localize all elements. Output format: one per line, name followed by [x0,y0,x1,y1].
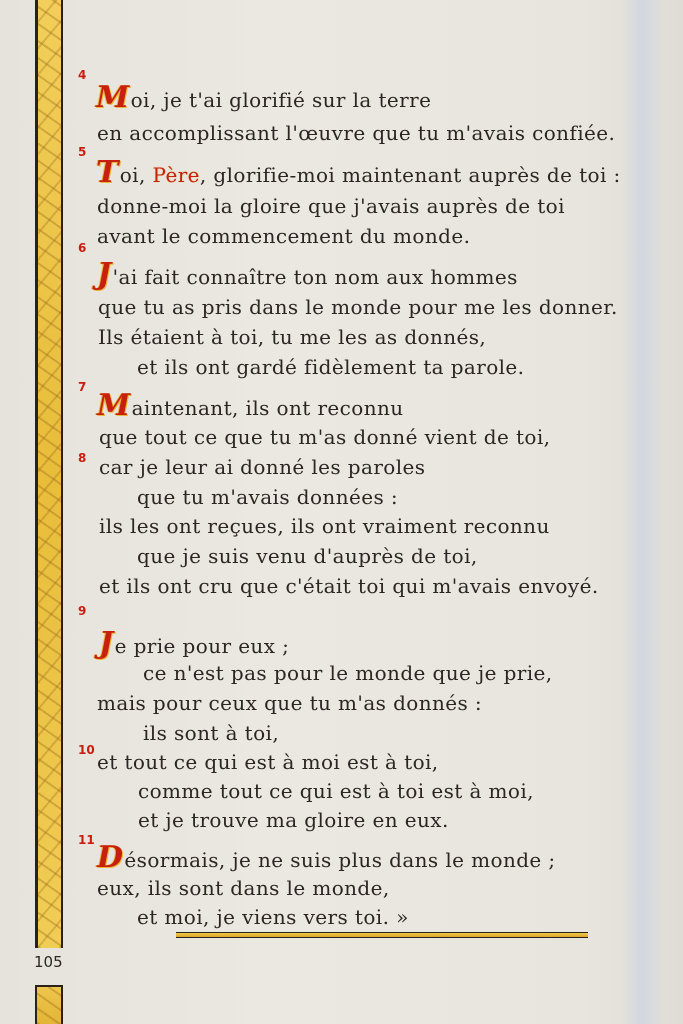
closing-ornamental-rule [176,932,588,938]
page-edge-shadow [622,0,662,1024]
text-line: eux, ils sont dans le monde, [97,876,390,900]
text-line: car je leur ai donné les paroles [99,455,426,479]
verse-number: 5 [78,145,87,159]
illuminated-border [35,0,63,948]
text-line: ils sont à toi, [143,721,280,745]
illuminated-border-ornament [35,985,63,1024]
page-number: 105 [34,953,63,971]
verse-number: 9 [78,604,87,618]
text-line: Ils étaient à toi, tu me les as donnés, [98,325,487,349]
text-line [96,80,431,115]
text-line [97,388,404,423]
line-text: oi, je t'ai glorifié sur la terre [130,88,432,112]
text-line: ils les ont reçues, ils ont vraiment reconnu [99,514,550,538]
verse-number: 8 [78,451,87,465]
text-line: et ils ont cru que c'était toi qui m'avais envoyé. [99,574,599,598]
text-line: que tout ce que tu m'as donné vient de toi, [99,425,551,449]
line-text: e prie pour eux ; [114,634,290,658]
text-line: et je trouve ma gloire en eux. [138,808,449,832]
line-text: ésormais, je ne suis plus dans le monde ; [124,848,556,872]
text-line: comme tout ce qui est à toi est à moi, [138,779,534,803]
drop-cap: T [96,155,119,190]
text-line: et tout ce qui est à moi est à toi, [97,750,439,774]
verse-number: 4 [78,68,87,82]
text-line: et moi, je viens vers toi. » [137,905,409,929]
text-line: ce n'est pas pour le monde que je prie, [143,661,553,685]
text-line [97,840,556,875]
verse-number: 7 [78,380,87,394]
text-line: donne-moi la gloire que j'avais auprès de toi [97,194,565,218]
text-line: et ils ont gardé fidèlement ta parole. [137,355,525,379]
text-line: que tu m'avais données : [137,485,399,509]
text-line: que je suis venu d'auprès de toi, [137,544,478,568]
line-text: 'ai fait connaître ton nom aux hommes [112,265,518,289]
line-text: , glorifie-moi maintenant auprès de toi : [199,163,621,187]
text-line: mais pour ceux que tu m'as donnés : [97,691,483,715]
text-line: que tu as pris dans le monde pour me les donner. [98,295,618,319]
drop-cap: M [97,388,131,423]
verse-number: 6 [78,241,87,255]
line-text: oi, [119,163,153,187]
drop-cap: J [99,626,114,661]
highlighted-word: Père [152,163,200,187]
line-text: aintenant, ils ont reconnu [131,396,404,420]
text-line [97,257,518,292]
drop-cap: J [97,257,112,292]
text-line [96,155,621,190]
drop-cap: M [96,80,130,115]
text-line: avant le commencement du monde. [97,224,471,248]
verse-number: 10 [78,743,95,757]
verse-number: 11 [78,833,95,847]
drop-cap: D [97,840,124,875]
text-line [99,626,289,661]
text-line: en accomplissant l'œuvre que tu m'avais confiée. [97,121,616,145]
